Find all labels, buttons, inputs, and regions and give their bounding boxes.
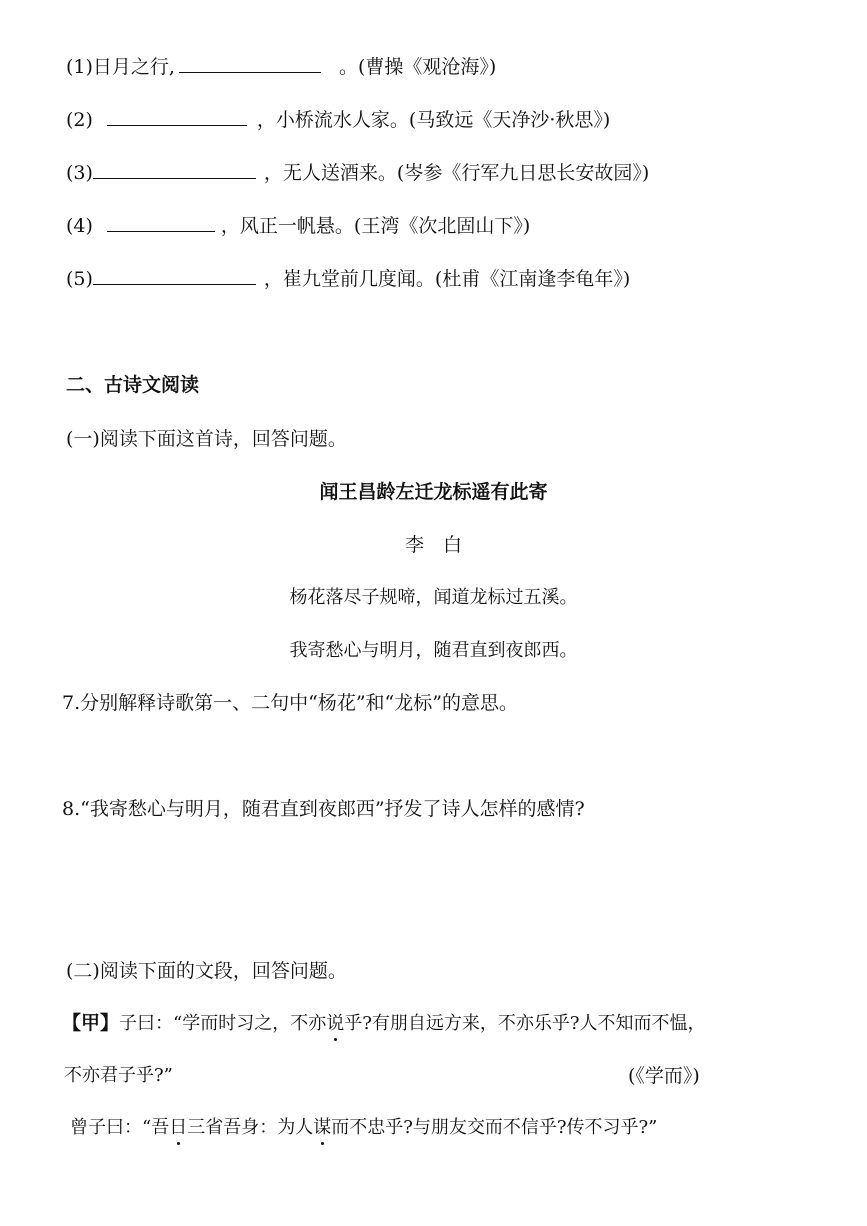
passage-source: (《学而》) [628,1065,700,1087]
item-number: (2) [66,109,93,131]
item-text-after: ，崔九堂前几度闻。(杜甫《江南逢李龟年》) [263,268,631,290]
passage-text: 三省吾身：为人 [187,1117,314,1138]
item-text-after: ，无人送酒来。(岑参《行军九日思长安故园》) [263,162,650,184]
answer-blank [107,213,215,232]
item-number: (5) [66,268,93,290]
item-text-after: 。(曹操《观沧海》) [338,56,497,78]
passage-jia-line-1 [62,1010,706,1037]
emphasis-char: 日 [169,1117,188,1138]
passage-text: 曾子曰：“吾 [70,1117,170,1138]
answer-blank [107,107,247,126]
fill-in-item-1 [66,54,496,80]
section-heading: 二、古诗文阅读 [66,374,200,396]
item-number: (3) [66,162,93,184]
passage-jia-line-2: 不亦君子乎?” [64,1065,173,1086]
poem-line-2: 我寄愁心与明月，随君直到夜郎西。 [289,640,578,661]
emphasis-char: 谋 [313,1117,332,1138]
item-text-before: 日月之行, [92,56,175,78]
item-number: (1) [66,56,93,78]
fill-in-item-3 [66,160,649,186]
part2-intro: (二)阅读下面的文段，回答问题。 [66,960,347,982]
passage-label: 【甲】 [62,1012,120,1034]
answer-blank [93,160,256,179]
item-text-after: ，风正一帆悬。(王湾《次北固山下》) [220,215,531,237]
passage-text: 子曰：“学而时习之，不亦 [119,1013,327,1034]
fill-in-item-4 [66,213,530,239]
answer-blank [93,266,256,285]
part1-intro: (一)阅读下面这首诗，回答问题。 [66,428,347,450]
question-8: 8.“我寄愁心与明月，随君直到夜郎西”抒发了诗人怎样的感情? [62,798,585,820]
answer-blank [179,54,321,73]
passage-text: 而不忠乎?与朋友交而不信乎?传不习乎?” [331,1117,658,1138]
item-text-after: ，小桥流水人家。(马致远《天净沙·秋思》) [256,109,611,131]
poem-author: 李 白 [404,534,462,556]
passage-jia-line-3 [70,1115,657,1141]
fill-in-item-2 [66,107,610,133]
poem-line-1: 杨花落尽子规啼，闻道龙标过五溪。 [289,587,578,608]
passage-text: 乎?有朋自远方来，不亦乐乎?人不知而不愠， [344,1013,706,1034]
question-7: 7.分别解释诗歌第一、二句中“杨花”和“龙标”的意思。 [62,692,518,714]
poem-title: 闻王昌龄左迁龙标遥有此寄 [319,481,548,503]
emphasis-char: 说 [326,1013,345,1034]
fill-in-item-5 [66,266,630,292]
item-number: (4) [66,215,93,237]
